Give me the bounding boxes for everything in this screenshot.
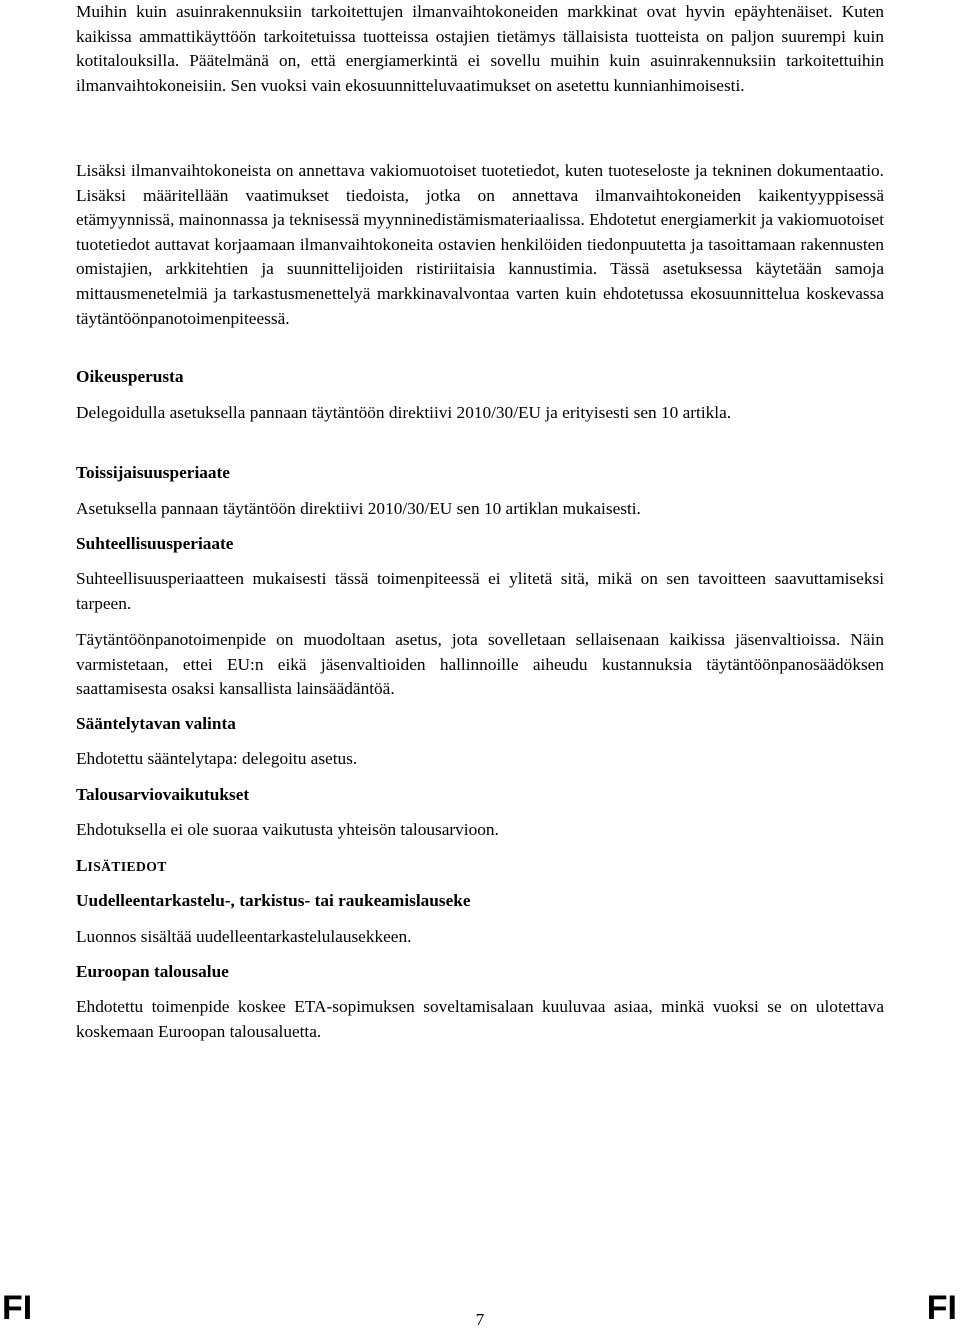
text-euroopan-talousalue: Ehdotettu toimenpide koskee ETA-sopimuksen soveltamisalaan kuuluvaa asiaa, minkä vuoksi se on ulotettava koskemaan Euroopan talousaluetta. bbox=[76, 997, 884, 1041]
text-oikeusperusta: Delegoidulla asetuksella pannaan täytäntöön direktiivi 2010/30/EU ja erityisesti sen 10 artikla. bbox=[76, 403, 732, 422]
heading-talousarviovaikutukset: Talousarviovaikutukset bbox=[76, 785, 250, 804]
heading-toissijaisuusperiaate: Toissijaisuusperiaate bbox=[76, 463, 230, 482]
heading-lisatiedot bbox=[76, 854, 167, 880]
paragraph-market: Muihin kuin asuinrakennuksiin tarkoitettujen ilmanvaihtokoneiden markkinat ovat hyvin epäyhtenäiset. Kuten kaikissa ammattikäyttöön tarkoitetuissa tuotteissa ostajien tietämys tällaisista tuotteista on paljon suurempi kuin kotitalouksilla. Päätelmänä on, että energiamerkintä ei sovellu muihin kuin asuinrakennuksiin tarkoitettuihin ilmanvaihtokoneisiin. Sen vuoksi vain ekosuunnitteluvaatimukset on asetettu kunnianhimoisesti. bbox=[76, 2, 884, 95]
heading-uudelleentarkastelu: Uudelleentarkastelu-, tarkistus- tai raukeamislauseke bbox=[76, 891, 471, 910]
text-talousarviovaikutukset: Ehdotuksella ei ole suoraa vaikutusta yhteisön talousarvioon. bbox=[76, 820, 499, 839]
lisatiedot-rest: ISÄTIEDOT bbox=[87, 859, 167, 874]
text-taytantoonpanotoimenpide: Täytäntöönpanotoimenpide on muodoltaan asetus, jota sovelletaan sellaisenaan kaikissa jäsenvaltioissa. Näin varmistetaan, ettei EU:n eikä jäsenvaltioiden hallinnoille aiheudu kustannuksia täytäntöönpanosäädöksen saattamisesta osaksi kansallista lainsäädäntöä. bbox=[76, 630, 884, 699]
footer-language-code-right: FI bbox=[926, 1289, 957, 1327]
lisatiedot-initial: L bbox=[76, 856, 88, 875]
footer-language-code-left: FI bbox=[2, 1289, 33, 1327]
paragraph-product-info: Lisäksi ilmanvaihtokoneista on annettava vakiomuotoiset tuotetiedot, kuten tuoteseloste ja tekninen dokumentaatio. Lisäksi määritellään vaatimukset tiedoista, jotka on annettava ilmanvaihtokoneiden kaikentyyppisessä etämyynnissä, mainonnassa ja teknisessä myynninedistämismateriaalissa. Ehdotetut energiamerkit ja vakiomuotoiset tuotetiedot auttavat korjaamaan ilmanvaihtokoneita ostavien henkilöiden tiedonpuutetta ja tasoittamaan rakennusten omistajien, arkkitehtien ja suunnittelijoiden ristiriitaisia kannustimia. Tässä asetuksessa käytetään samoja mittausmenetelmiä ja tarkastusmenettelyä markkinavalvontaa varten kuin ehdotetussa ekosuunnittelua koskevassa täytäntöönpanotoimenpiteessä. bbox=[76, 161, 884, 328]
heading-suhteellisuusperiaate: Suhteellisuusperiaate bbox=[76, 534, 234, 553]
heading-saantelytavan-valinta: Sääntelytavan valinta bbox=[76, 714, 236, 733]
page-number: 7 bbox=[475, 1310, 485, 1329]
text-saantelytavan-valinta: Ehdotettu sääntelytapa: delegoitu asetus. bbox=[76, 749, 358, 768]
text-uudelleentarkastelu: Luonnos sisältää uudelleentarkastelulausekkeen. bbox=[76, 927, 412, 946]
text-toissijaisuusperiaate: Asetuksella pannaan täytäntöön direktiivi 2010/30/EU sen 10 artiklan mukaisesti. bbox=[76, 499, 641, 518]
heading-oikeusperusta: Oikeusperusta bbox=[76, 367, 184, 386]
heading-euroopan-talousalue: Euroopan talousalue bbox=[76, 962, 229, 981]
text-suhteellisuusperiaate: Suhteellisuusperiaatteen mukaisesti tässä toimenpiteessä ei ylitetä sitä, mikä on sen tavoitteen saavuttamiseksi tarpeen. bbox=[76, 569, 884, 613]
